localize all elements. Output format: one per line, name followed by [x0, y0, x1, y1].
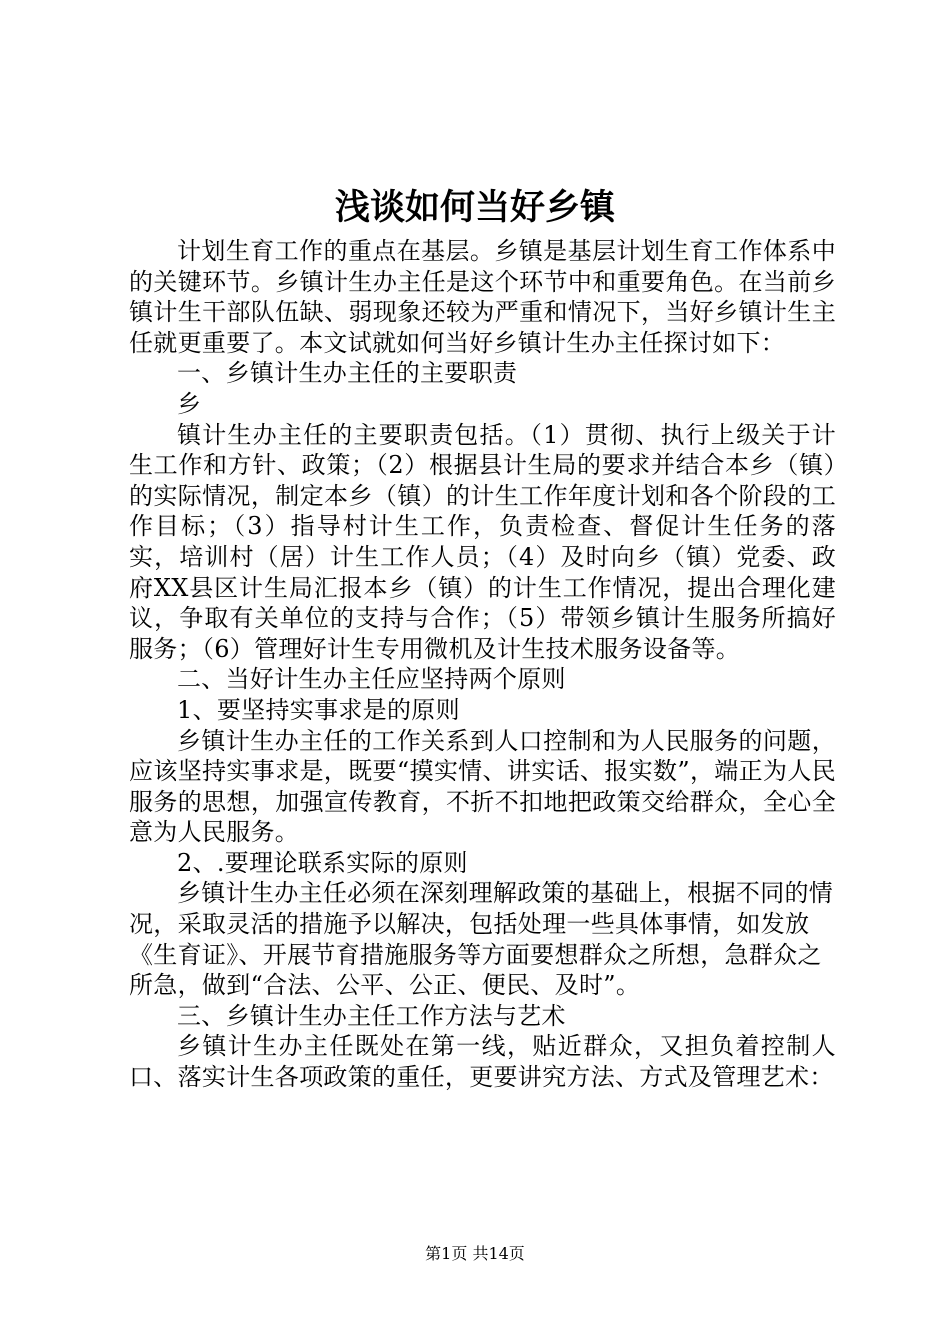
- section-heading-3: 三、乡镇计生办主任工作方法与艺术: [177, 1001, 566, 1030]
- paragraph-intro: 计划生育工作的重点在基层。乡镇是基层计划生育工作体系中的关键环节。乡镇计生办主任是这个环节中和重要角色。在当前乡镇计生干部队伍缺、弱现象还较为严重和情况下，当好乡镇计生主任就更重要了。本文试就如何当好乡镇计生办主任探讨如下：: [129, 237, 836, 357]
- document-title: 浅谈如何当好乡镇: [334, 187, 615, 228]
- section-heading-1: 一、乡镇计生办主任的主要职责: [177, 359, 518, 388]
- section-heading-2: 二、当好计生办主任应坚持两个原则: [177, 665, 566, 694]
- subsection-heading-1: 1、要坚持实事求是的原则: [177, 695, 460, 724]
- paragraph-methods: 乡镇计生办主任既处在第一线，贴近群众，又担负着控制人口、落实计生各项政策的重任，更要讲究方法、方式及管理艺术：: [129, 1032, 836, 1092]
- page-footer: 第1页 共14页: [425, 1244, 525, 1263]
- document-body: [129, 236, 836, 1093]
- paragraph-principle-2: 乡镇计生办主任必须在深刻理解政策的基础上，根据不同的情况，采取灵活的措施予以解决，包括处理一些具体事情，如发放《生育证》、开展节育措施服务等方面要想群众之所想，急群众之所急，做到“合法、公平、公正、便民、及时”。: [129, 879, 834, 1000]
- paragraph-fragment: 乡: [177, 389, 202, 418]
- paragraph-duties: 镇计生办主任的主要职责包括。（1）贯彻、执行上级关于计生工作和方针、政策；（2）根据县计生局的要求并结合本乡（镇）的实际情况，制定本乡（镇）的计生工作年度计划和各个阶段的工作目标；（3）指导村计生工作，负责检查、督促计生任务的落实，培训村（居）计生工作人员；（4）及时向乡（镇）党委、政府XX县区计生局汇报本乡（镇）的计生工作情况，提出合理化建议，争取有关单位的支持与合作；（5）带领乡镇计生服务所搞好服务；（6）管理好计生专用微机及计生技术服务设备等。: [129, 420, 836, 663]
- subsection-heading-2: 2、.要理论联系实际的原则: [177, 848, 468, 877]
- paragraph-principle-1: 乡镇计生办主任的工作关系到人口控制和为人民服务的问题，应该坚持实事求是，既要“摸实情、讲实话、报实数”，端正为人民服务的思想，加强宣传教育，不折不扣地把政策交给群众，全心全意为人民服务。: [129, 726, 836, 847]
